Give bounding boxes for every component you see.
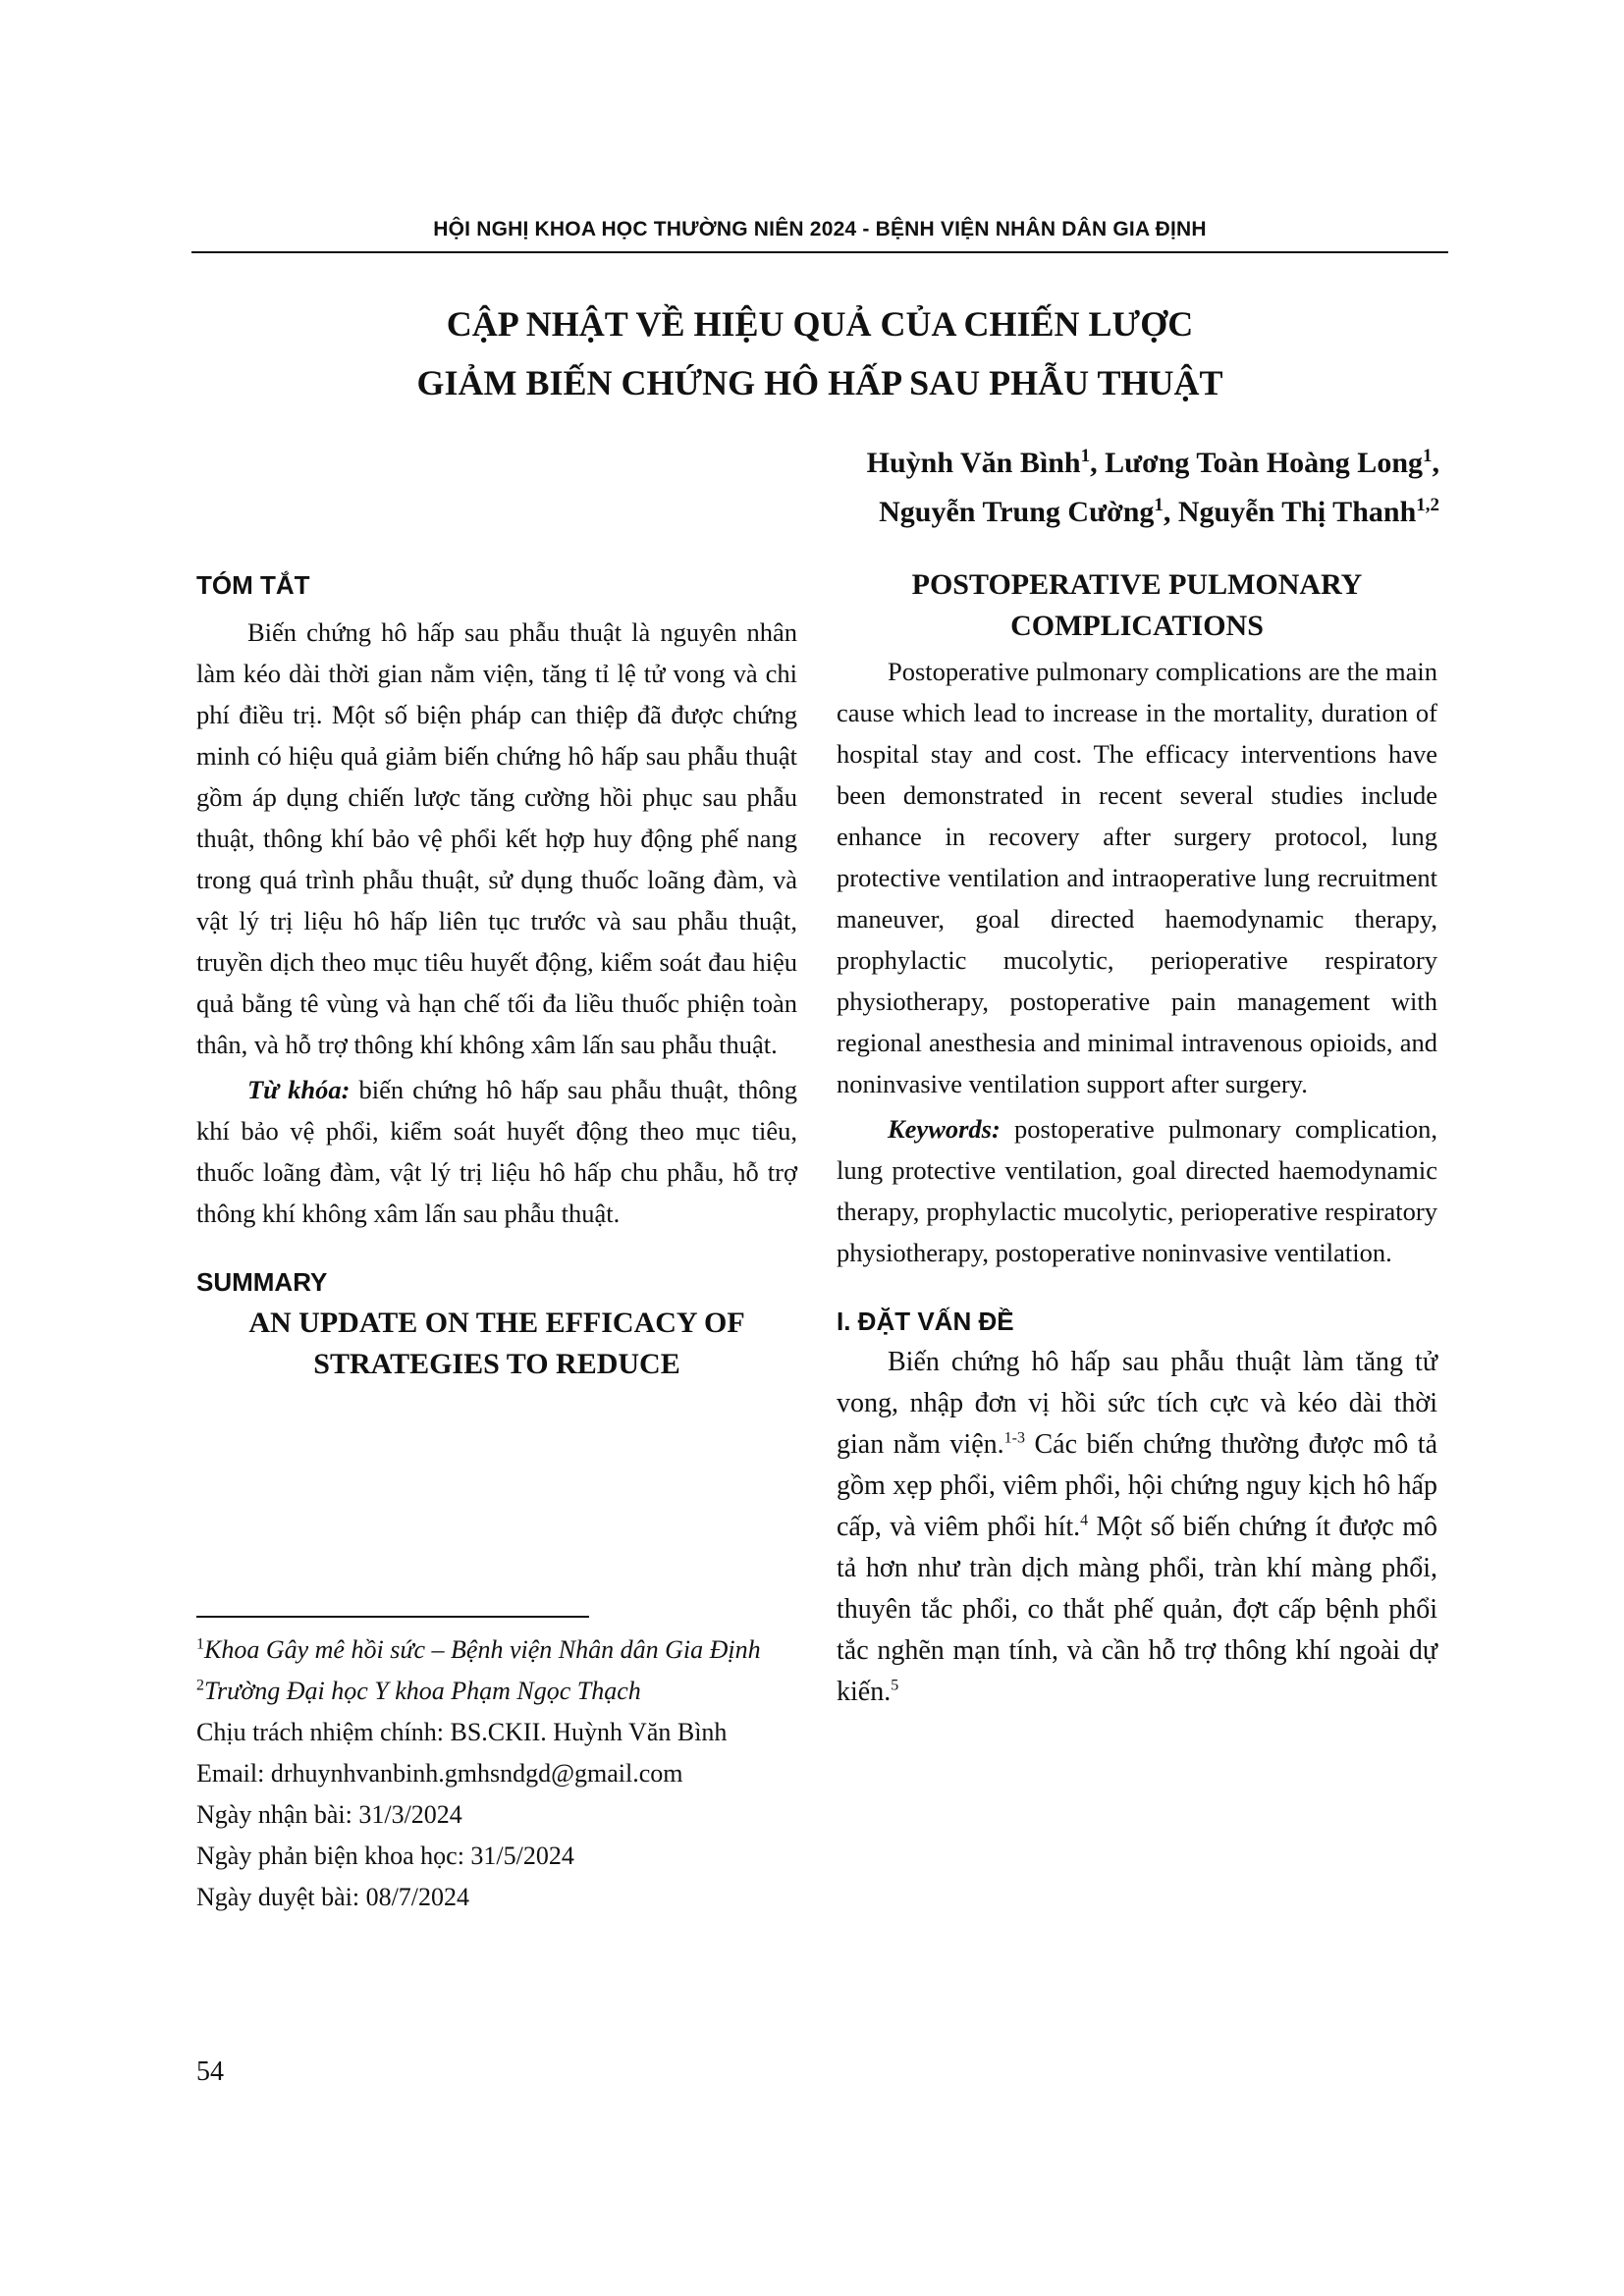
keywords-vi-text: biến chứng hô hấp sau phẫu thuật, thông khí bảo vệ phổi, kiểm soát huyết động theo mục tiêu, thuốc loãng đàm, vật lý trị liệu hô hấp chu phẫu, hỗ trợ thông khí không xâm lấn sau phẫu thuật. [196,1075,797,1228]
left-column [196,564,797,1385]
date-reviewed: Ngày phản biện khoa học: 31/5/2024 [196,1842,574,1870]
keywords-en-text: postoperative pulmonary complication, lung protective ventilation, goal directed haemodynamic therapy, prophylactic mucolytic, perioperative respiratory physiotherapy, postoperative noninvasive ventilation. [837,1114,1437,1267]
title-line-2: GIẢM BIẾN CHỨNG HÔ HẤP SAU PHẪU THUẬT [416,363,1223,402]
abstract-text: Biến chứng hô hấp sau phẫu thuật là nguyên nhân làm kéo dài thời gian nằm viện, tăng tỉ lệ tử vong và chi phí điều trị. Một số biện pháp can thiệp đã được chứng minh có hiệu quả giảm biến chứng hô hấp sau phẫu thuật gồm áp dụng chiến lược tăng cường hồi phục sau phẫu thuật, thông khí bảo vệ phổi kết hợp huy động phế nang trong quá trình phẫu thuật, sử dụng thuốc loãng đàm, và vật lý trị liệu hô hấp liên tục trước và sau phẫu thuật, truyền dịch theo mục tiêu huyết động, kiểm soát đau hiệu quả bằng tê vùng và hạn chế tối đa liều thuốc phiện toàn thân, và hỗ trợ thông khí không xâm lấn sau phẫu thuật. [196,617,797,1059]
keywords-vi [196,1069,797,1234]
page-number: 54 [196,2056,224,2087]
author-affiliation: 1,2 [1416,495,1439,515]
author-line-1 [867,439,1439,488]
affiliation-mark: 2 [196,1677,204,1694]
summary-text: Postoperative pulmonary complications are the main cause which lead to increase in the mortality, duration of hospital stay and cost. The efficacy interventions have been demonstrated in recent several studies include enhance in recovery after surgery protocol, lung protective ventilation and intraoperative lung recruitment maneuver, goal directed haemodynamic therapy, prophylactic mucolytic, perioperative respiratory physiotherapy, postoperative pain management with regional anesthesia and minimal intravenous opioids, and noninvasive ventilation support after surgery. [837,657,1437,1098]
author-separator: , [1432,447,1439,479]
intro-text-a: Biến chứng hô hấp sau phẫu thuật làm tăng tử vong, nhập đơn vị hồi sức tích cực và kéo dài thời gian nằm viện. [837,1347,1437,1460]
author-affiliation: 1 [1423,446,1433,466]
intro-text [837,1342,1437,1713]
running-header: HỘI NGHỊ KHOA HỌC THƯỜNG NIÊN 2024 - BỆNH VIỆN NHÂN DÂN GIA ĐỊNH [433,218,1207,240]
right-column [837,564,1437,1713]
author-separator: , [1090,447,1106,479]
keywords-en [837,1108,1437,1273]
author-name: Nguyễn Trung Cường [879,496,1155,528]
affiliation-2 [196,1671,797,1712]
footnotes [196,1629,797,1918]
author-line-2 [867,488,1439,537]
article-title [191,294,1448,412]
citation: 5 [891,1677,899,1694]
citation: 4 [1080,1512,1089,1529]
citation: 1-3 [1003,1429,1025,1447]
author-name: Huỳnh Văn Bình [866,447,1081,479]
keywords-en-label: Keywords: [888,1114,1001,1144]
author-affiliation: 1 [1154,495,1164,515]
author-separator: , [1163,496,1178,528]
corresponding-author: Chịu trách nhiệm chính: BS.CKII. Huỳnh Văn Bình [196,1718,728,1746]
author-affiliation: 1 [1080,446,1091,466]
footnote-divider [196,1616,589,1618]
affiliation-mark: 1 [196,1635,204,1653]
affiliation-1 [196,1629,797,1671]
email: Email: drhuynhvanbinh.gmhsndgd@gmail.com [196,1759,683,1788]
title-line-1: CẬP NHẬT VỀ HIỆU QUẢ CỦA CHIẾN LƯỢC [446,304,1194,344]
date-accepted: Ngày duyệt bài: 08/7/2024 [196,1883,470,1911]
summary-heading: SUMMARY [196,1267,328,1297]
intro-text-c: Một số biến chứng ít được mô tả hơn như tràn dịch màng phổi, tràn khí màng phổi, thuyên tắc phổi, co thắt phế quản, đợt cấp bệnh phổi tắc nghẽn mạn tính, và cần hỗ trợ thông khí ngoài dự kiến. [837,1512,1437,1707]
intro-text-b: Các biến chứng thường được mô tả gồm xẹp phổi, viêm phổi, hội chứng nguy kịch hô hấp cấp, và viêm phổi hít. [837,1429,1438,1542]
intro-heading: I. ĐẶT VẤN ĐỀ [837,1307,1014,1336]
summary-title-part-2: POSTOPERATIVE PULMONARY COMPLICATIONS [911,568,1363,642]
keywords-vi-label: Từ khóa: [247,1075,351,1104]
affiliation-1-text: Khoa Gây mê hồi sức – Bệnh viện Nhân dân Gia Định [204,1635,761,1664]
abstract-heading: TÓM TẮT [196,570,310,600]
author-name: Nguyễn Thị Thanh [1177,496,1417,528]
summary-title-part-1: AN UPDATE ON THE EFFICACY OF STRATEGIES TO REDUCE [248,1307,745,1380]
affiliation-2-text: Trường Đại học Y khoa Phạm Ngọc Thạch [204,1677,641,1705]
date-received: Ngày nhận bài: 31/3/2024 [196,1800,462,1829]
author-name: Lương Toàn Hoàng Long [1105,447,1423,479]
author-list [867,439,1439,537]
header-divider [191,251,1448,253]
